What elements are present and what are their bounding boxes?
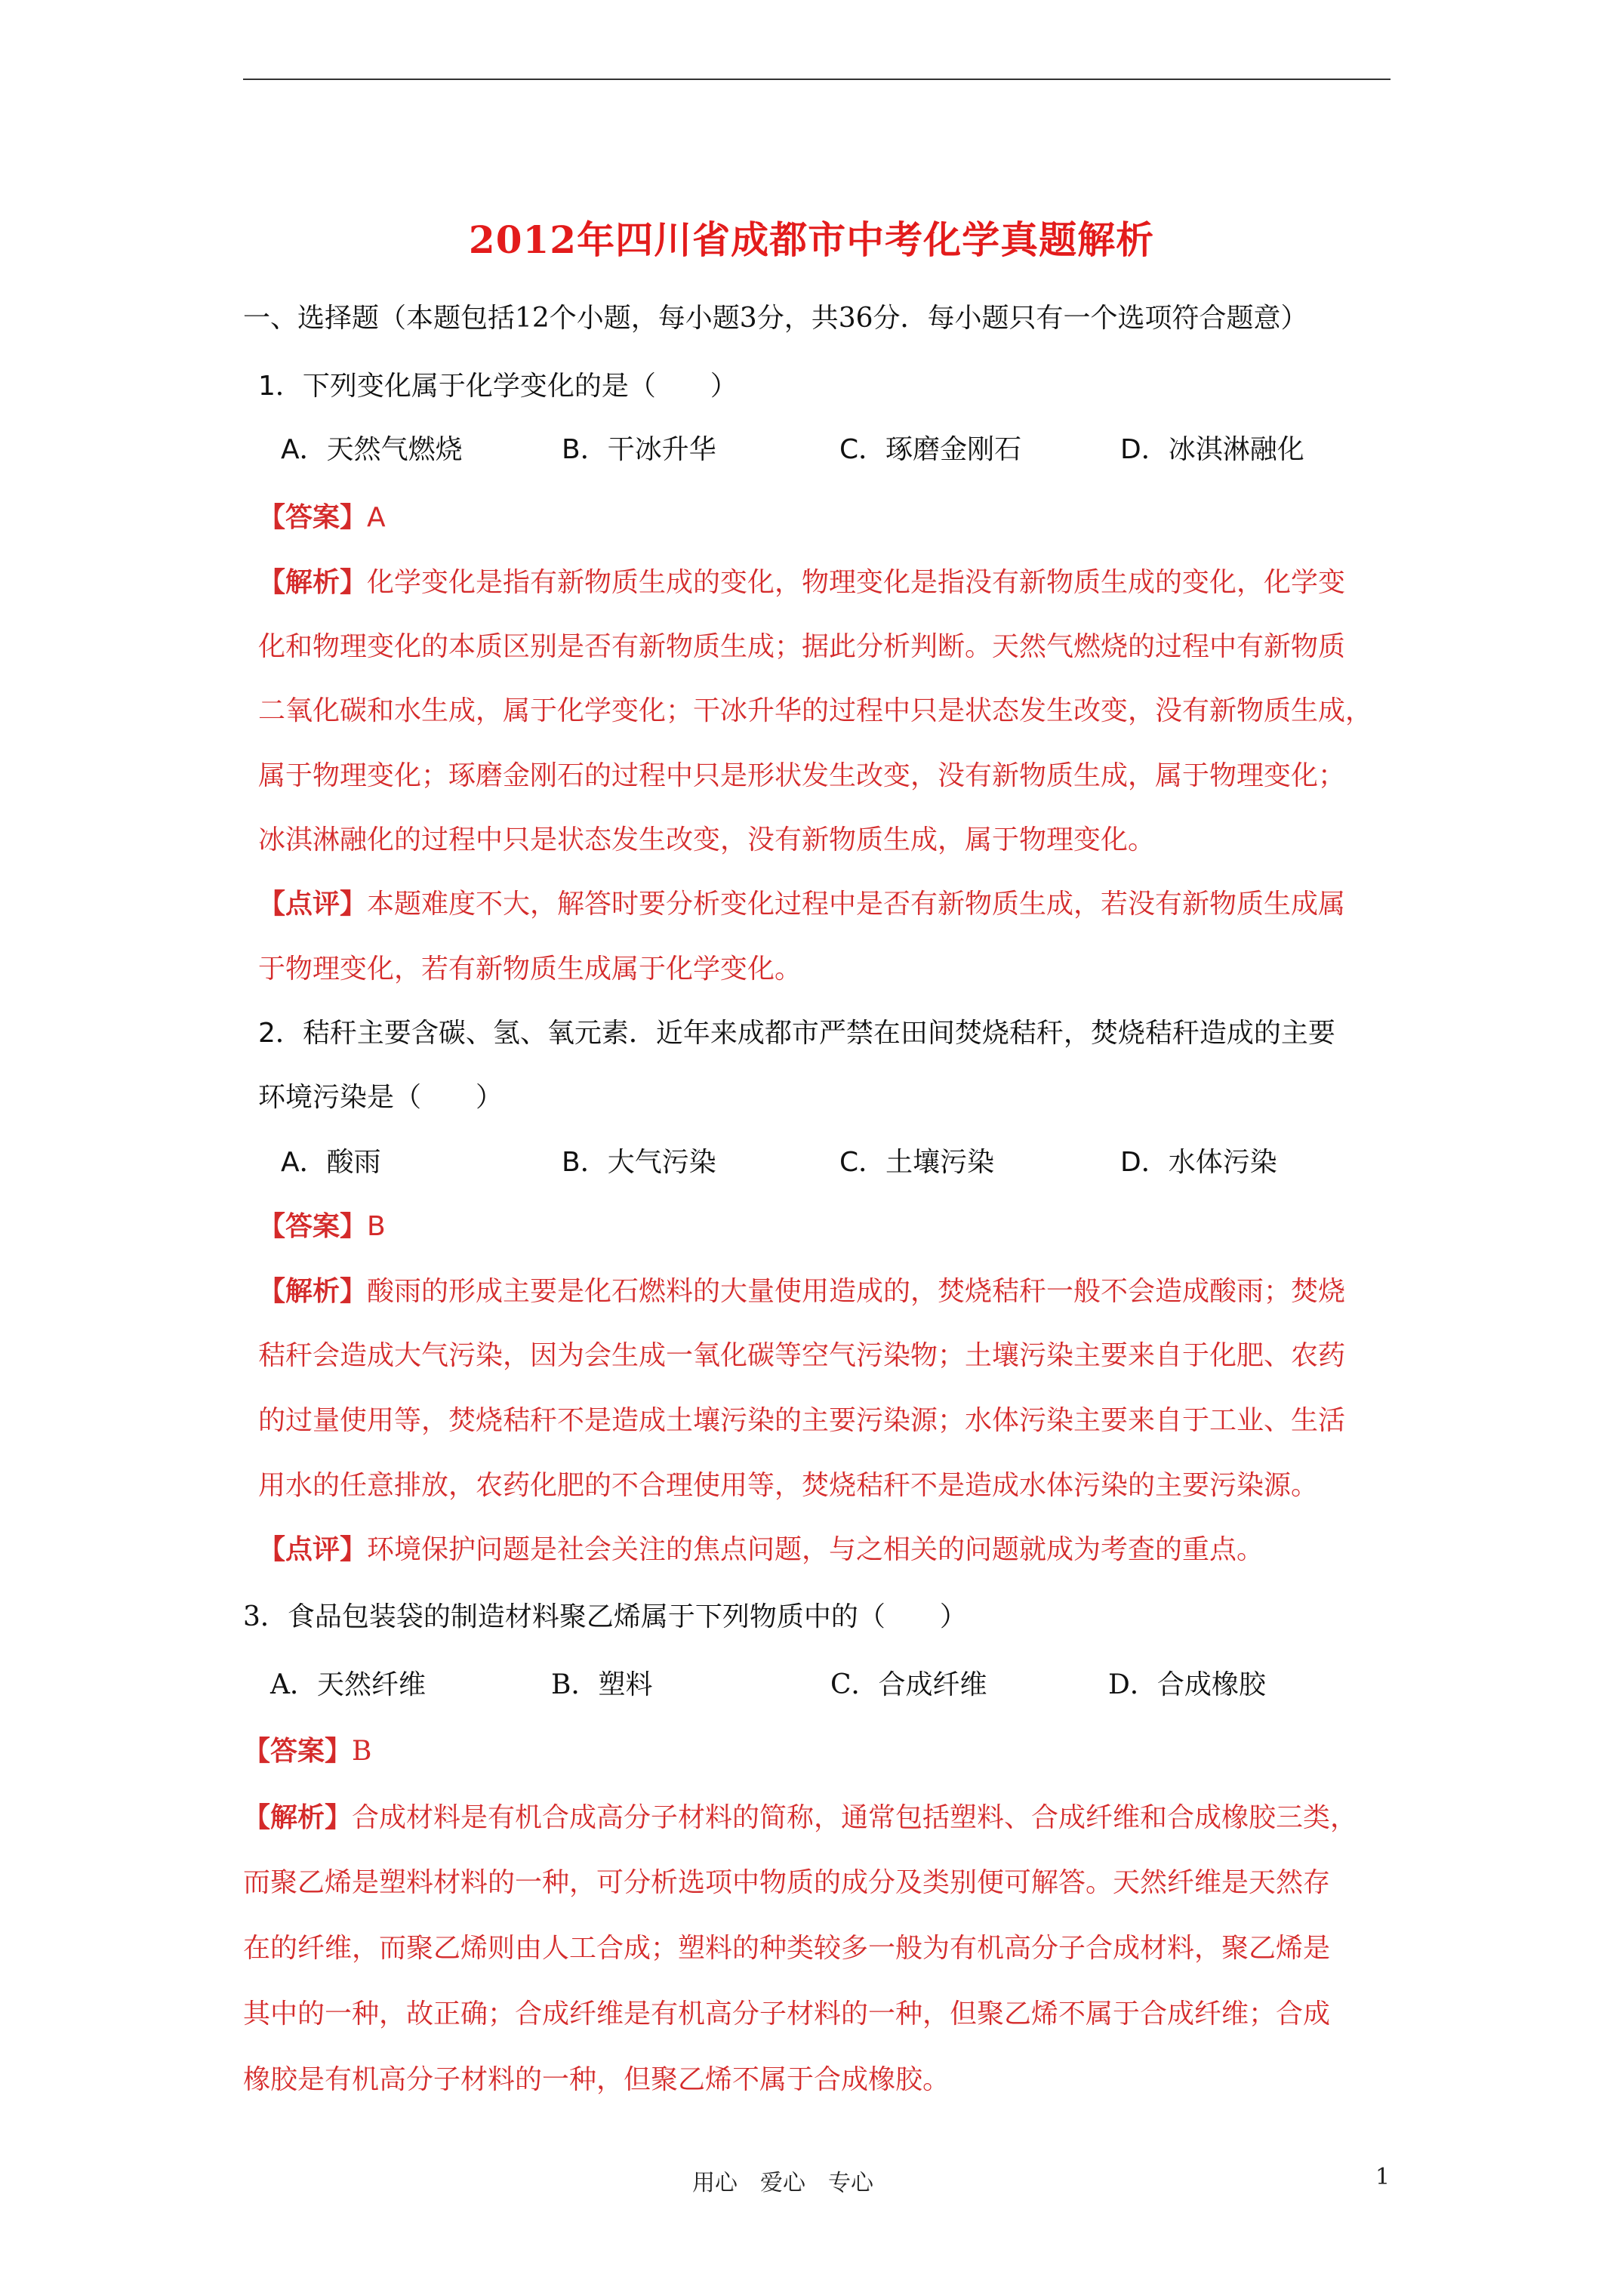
analysis-text: 合成材料是有机合成高分子材料的简称，通常包括塑料、合成纤维和合成橡胶三类， bbox=[352, 1802, 1358, 1833]
q3-analysis-line bbox=[243, 1799, 1357, 1836]
answer-tag: 【答案】 bbox=[258, 1211, 368, 1242]
q1-analysis-line bbox=[258, 565, 1345, 601]
comment-text: 环境保护问题是社会关注的焦点问题，与之相关的问题就成为考查的重点。 bbox=[367, 1534, 1264, 1565]
q1-analysis-line: 属于物理变化；琢磨金刚石的过程中只是形状发生改变，没有新物质生成，属于物理变化； bbox=[258, 760, 1346, 791]
footer-motto: 用心 爱心 专心 bbox=[692, 2170, 873, 2196]
q2-analysis-line: 的过量使用等，焚烧秸秆不是造成土壤污染的主要污染源；水体污染主要来自于工业、生活 bbox=[258, 1405, 1346, 1436]
q1-analysis-line: 二氧化碳和水生成，属于化学变化；干冰升华的过程中只是状态发生改变，没有新物质生成， bbox=[258, 695, 1373, 726]
q2-analysis-line: 秸秆会造成大气污染，因为会生成一氧化碳等空气污染物；土壤污染主要来自于化肥、农药 bbox=[258, 1340, 1346, 1371]
q3-option-d: D．合成橡胶 bbox=[1108, 1669, 1266, 1700]
q3-analysis-line: 其中的一种，故正确；合成纤维是有机高分子材料的一种，但聚乙烯不属于合成纤维；合成 bbox=[243, 1999, 1331, 2029]
q2-analysis-line: 用水的任意排放，农药化肥的不合理使用等，焚烧秸秆不是造成水体污染的主要污染源。 bbox=[258, 1470, 1319, 1501]
header-rule bbox=[243, 79, 1390, 80]
q2-answer bbox=[258, 1209, 386, 1245]
q3-option-c: C．合成纤维 bbox=[830, 1669, 987, 1700]
comment-text: 本题难度不大，解答时要分析变化过程中是否有新物质生成，若没有新物质生成属 bbox=[367, 889, 1346, 920]
q3-answer bbox=[243, 1733, 371, 1770]
comment-tag: 【点评】 bbox=[258, 1534, 368, 1565]
answer-value: B bbox=[367, 1211, 386, 1242]
section-heading: 一、选择题（本题包括12个小题，每小题3分，共36分．每小题只有一个选项符合题意） bbox=[243, 303, 1308, 334]
q1-answer bbox=[258, 500, 386, 536]
q2-stem-line: 环境污染是（ ） bbox=[258, 1082, 504, 1113]
q2-option-a: A．酸雨 bbox=[281, 1147, 381, 1178]
q1-option-a: A．天然气燃烧 bbox=[281, 434, 463, 465]
q1-analysis-line: 化和物理变化的本质区别是否有新物质生成；据此分析判断。天然气燃烧的过程中有新物质 bbox=[258, 631, 1346, 662]
answer-tag: 【答案】 bbox=[243, 1735, 353, 1767]
analysis-tag: 【解析】 bbox=[258, 1276, 368, 1307]
q1-comment-line: 于物理变化，若有新物质生成属于化学变化。 bbox=[258, 954, 802, 985]
answer-value: A bbox=[367, 502, 386, 533]
q1-option-b: B．干冰升华 bbox=[562, 434, 716, 465]
answer-tag: 【答案】 bbox=[258, 502, 368, 533]
q3-analysis-line: 而聚乙烯是塑料材料的一种，可分析选项中物质的成分及类别便可解答。天然纤维是天然存 bbox=[243, 1867, 1331, 1898]
q1-option-d: D．冰淇淋融化 bbox=[1120, 434, 1304, 465]
q2-option-c: C．土壤污染 bbox=[839, 1147, 995, 1178]
analysis-text: 酸雨的形成主要是化石燃料的大量使用造成的，焚烧秸秆一般不会造成酸雨；焚烧 bbox=[367, 1276, 1346, 1307]
q1-analysis-line: 冰淇淋融化的过程中只是状态发生改变，没有新物质生成，属于物理变化。 bbox=[258, 824, 1156, 855]
q3-analysis-line: 在的纤维，而聚乙烯则由人工合成；塑料的种类较多一般为有机高分子合成材料，聚乙烯是 bbox=[243, 1933, 1331, 1964]
q3-stem: 3．食品包装袋的制造材料聚乙烯属于下列物质中的（ ） bbox=[243, 1601, 967, 1632]
q2-analysis-line bbox=[258, 1274, 1345, 1310]
q1-option-c: C．琢磨金刚石 bbox=[839, 434, 1022, 465]
q1-stem: 1．下列变化属于化学变化的是（ ） bbox=[258, 371, 738, 402]
page-title: 2012年四川省成都市中考化学真题解析 bbox=[468, 217, 1155, 262]
q1-comment-line bbox=[258, 886, 1345, 923]
q3-option-b: B．塑料 bbox=[551, 1669, 653, 1700]
q3-analysis-line: 橡胶是有机高分子材料的一种，但聚乙烯不属于合成橡胶。 bbox=[243, 2064, 950, 2095]
answer-value: B bbox=[352, 1736, 372, 1767]
comment-tag: 【点评】 bbox=[258, 889, 368, 920]
q3-option-a: A．天然纤维 bbox=[270, 1669, 426, 1700]
q2-comment-line bbox=[258, 1532, 1264, 1568]
page-number: 1 bbox=[1375, 2164, 1390, 2190]
q2-stem-line: 2．秸秆主要含碳、氢、氧元素．近年来成都市严禁在田间焚烧秸秆，焚烧秸秆造成的主要 bbox=[258, 1018, 1335, 1049]
q2-option-d: D．水体污染 bbox=[1120, 1147, 1277, 1178]
q2-option-b: B．大气污染 bbox=[562, 1147, 716, 1178]
analysis-tag: 【解析】 bbox=[243, 1801, 353, 1833]
analysis-text: 化学变化是指有新物质生成的变化，物理变化是指没有新物质生成的变化，化学变 bbox=[367, 567, 1346, 598]
analysis-tag: 【解析】 bbox=[258, 567, 368, 598]
